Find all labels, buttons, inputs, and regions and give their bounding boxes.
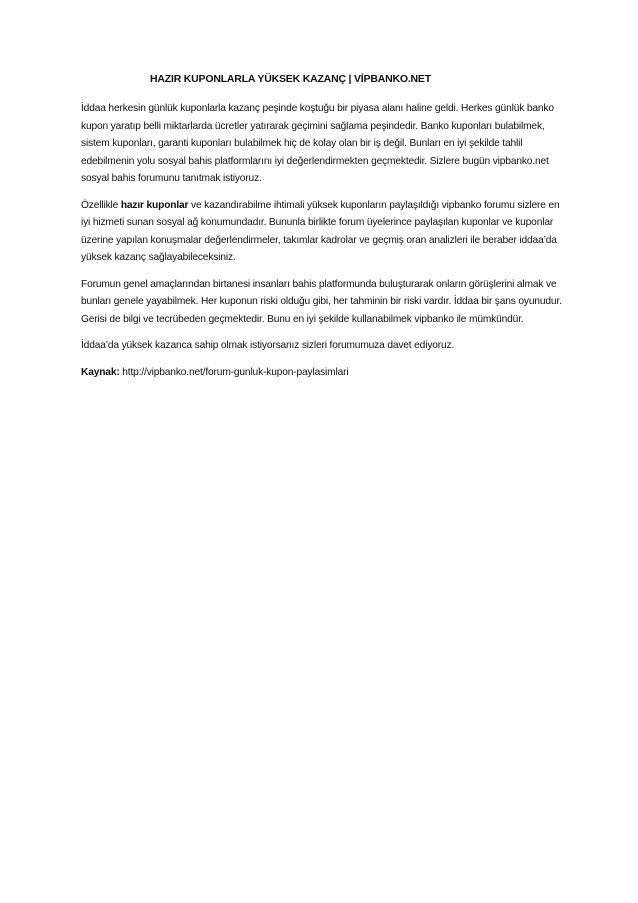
bold-keyword: hazır kuponlar bbox=[120, 199, 189, 211]
paragraph-invitation: İddaa’da yüksek kazanca sahip olmak istiyorsanız sizleri forumumuza davet ediyoruz. bbox=[81, 340, 455, 351]
document-title: HAZIR KUPONLARLA YÜKSEK KAZANÇ | VİPBANKO.NET bbox=[150, 73, 431, 85]
paragraph-text: Özellikle bbox=[81, 199, 121, 211]
paragraph-text: ve kazandırabilme ihtimali yüksek kuponların paylaşıldığı vipbanko forumu sizlere en iyi hizmeti sunan sosyal ağ konumundadır. Bununla birlikte forum üyelerince paylaşılan kuponlar ve kuponlar üzerine yapılan konuşmalar değerlendirmeler, takımlar kadrolar ve geçmiş oran analizleri ile beraber iddaa’da yüksek kazanç sağlayabileceksiniz. bbox=[81, 199, 560, 263]
source-line bbox=[81, 364, 567, 382]
document-body bbox=[81, 100, 567, 390]
paragraph-intro: İddaa herkesin günlük kuponlarla kazanç peşinde koştuğu bir piyasa alanı haline geldi. Herkes günlük banko kupon yaratıp belli miktarlarda ücretler yatırarak geçimini sağlama peşindedir. Banko kuponları bulabilmek, sistem kuponları, garanti kuponları bulabilmek hiç de kolay olan bir iş değil. Bunları en iyi şekilde tahlil edebilmenin yolu sosyal bahis platformlarını iyi değerlendirmekten geçmektedir. Sizlere bugün vipbanko.net sosyal bahis forumunu tanıtmak istiyoruz. bbox=[81, 103, 554, 184]
source-url[interactable]: http://vipbanko.net/forum-gunluk-kupon-paylasimlari bbox=[119, 366, 349, 378]
paragraph-hazir-kuponlar bbox=[81, 197, 567, 267]
paragraph-forum-goals: Forumun genel amaçlarından birtanesi insanları bahis platformunda buluşturarak onların görüşlerini almak ve bunları genele yayabilmek. Her kuponun riski olduğu gibi, her tahminin bir riski vardır. İddaa bir şans oyunudur. Gerisi de bilgi ve tecrübeden geçmektedir. Bunu en iyi şekilde kullanabilmek vipbanko ile mümkündür. bbox=[81, 278, 562, 325]
source-label: Kaynak: bbox=[81, 366, 120, 378]
